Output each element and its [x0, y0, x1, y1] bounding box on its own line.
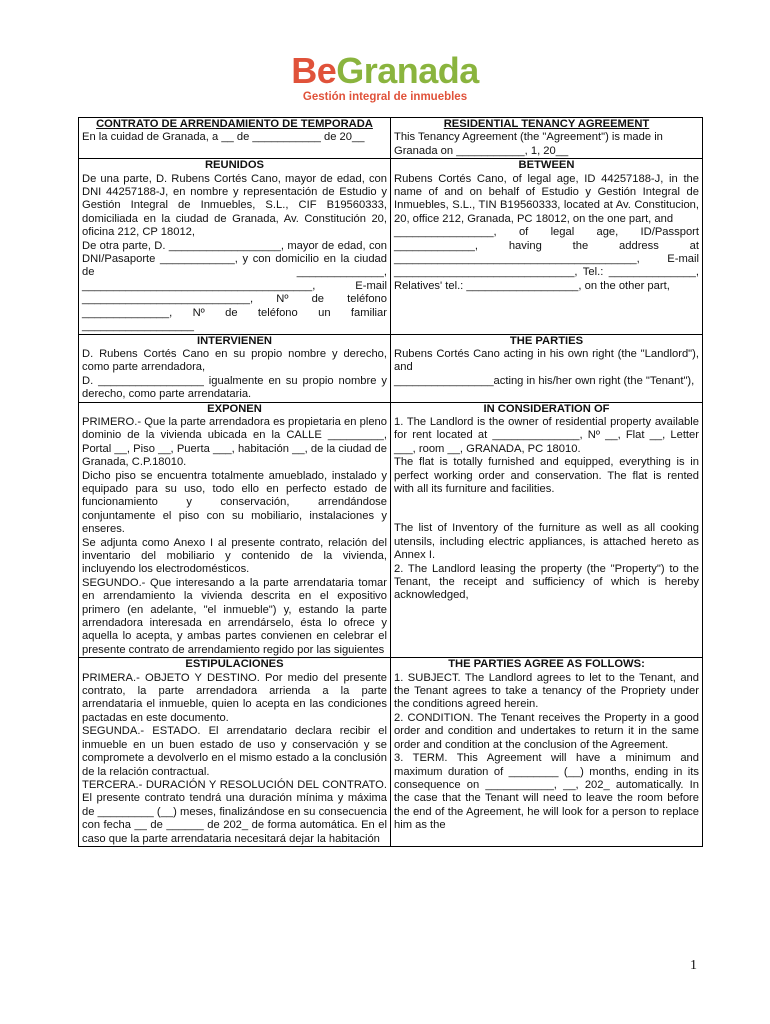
- section-heading: RESIDENTIAL TENANCY AGREEMENT: [443, 118, 650, 130]
- paragraph: The flat is totally furnished and equipped, everything is in perfect working order and conservation. The flat is rented with all its furniture and facilities.: [394, 456, 699, 495]
- section-heading: INTERVIENEN: [196, 334, 272, 347]
- paragraph: Rubens Cortés Cano, of legal age, ID 44257188-J, in the name of and on behalf of Estudio y Gestión Integral de Inmuebles, S.L., TIN B19560333, located at Av. Constitucion, 20, office 212, Granada, PC 18012, on the one part, and: [394, 172, 699, 225]
- section-heading: ESTIPULACIONES: [185, 658, 284, 671]
- section-heading: REUNIDOS: [204, 159, 265, 172]
- section-heading: IN CONSIDERATION OF: [483, 402, 610, 415]
- section-heading: THE PARTIES: [509, 334, 584, 347]
- table-row: [79, 159, 703, 334]
- paragraph: PRIMERO.- Que la parte arrendadora es propietaria en pleno dominio de la vivienda ubicada en la CALLE _________, Portal __, Piso __, Puerta ___, habitación __, de la ciudad de Granada, C.P.18010.: [82, 415, 387, 469]
- paragraph: SEGUNDA.- ESTADO. El arrendatario declara recibir el inmueble en un buen estado de uso y conservación y se compromete a devolverlo en el mismo estado a la conclusión de la relación contractual.: [82, 725, 387, 778]
- english-cell: [391, 402, 703, 658]
- paragraph: SEGUNDO.- Que interesando a la parte arrendataria tomar en arrendamiento la vivienda descrita en el expositivo primero (en adelante, "el inmueble") y, estando la parte arrendadora interesada en arrendárselo, ésta lo ofrece y aquella lo acepta, y ambas partes convienen en celebrar el presente contrato de arrendamiento regido por las siguientes: [82, 576, 387, 656]
- spanish-cell: [79, 118, 391, 159]
- english-cell: [391, 118, 703, 159]
- table-row: [79, 402, 703, 658]
- paragraph: D. Rubens Cortés Cano en su propio nombre y derecho, como parte arrendadora,: [82, 347, 387, 374]
- spanish-cell: [79, 159, 391, 334]
- company-logo: [0, 52, 770, 103]
- spanish-cell: [79, 402, 391, 658]
- paragraph: The list of Inventory of the furniture as well as all cooking utensils, including electric appliances, is attached hereto as Annex I.: [394, 522, 699, 562]
- table-row: [79, 658, 703, 847]
- paragraph: En la cuidad de Granada, a __ de ___________ de 20__: [82, 131, 365, 144]
- section-heading: THE PARTIES AGREE AS FOLLOWS:: [448, 658, 645, 671]
- logo-wordmark: [0, 52, 770, 90]
- table-row: [79, 118, 703, 159]
- english-cell: [391, 159, 703, 334]
- paragraph: Rubens Cortés Cano acting in his own right (the "Landlord"), and: [394, 347, 699, 374]
- english-cell: [391, 334, 703, 402]
- paragraph: This Tenancy Agreement (the "Agreement") is made in Granada on ___________, 1, 20__: [394, 131, 663, 157]
- paragraph: 2. The Landlord leasing the property (the "Property") to the Tenant, the receipt and sufficiency of which is hereby acknowledged,: [394, 562, 699, 602]
- paragraph: 2. CONDITION. The Tenant receives the Property in a good order and condition and undertakes to return it in the same order and condition at the conclusion of the Agreement.: [394, 711, 699, 751]
- contract-table: [78, 117, 703, 847]
- section-heading: BETWEEN: [518, 159, 575, 172]
- spanish-cell: [79, 658, 391, 847]
- section-heading: EXPONEN: [207, 402, 262, 415]
- paragraph: 3. TERM. This Agreement will have a minimum and maximum duration of ________ (__) months, ending in its consequence on ___________, __, 202_ automatically. In the case that the Tenant will need to leave the room before the end of the Agreement, he will look for a person to replace him as the: [394, 752, 699, 832]
- paragraph: De una parte, D. Rubens Cortés Cano, mayor de edad, con DNI 44257188-J, en nombre y representación de Estudio y Gestión Integral de Inmuebles, S.L., CIF B19560333, domiciliada en la ciudad de Granada, Av. Constitución 20, oficina 212, CP 18012,: [82, 172, 387, 239]
- paragraph: PRIMERA.- OBJETO Y DESTINO. Por medio del presente contrato, la parte arrendadora arrienda a la parte arrendataria el inmueble, quien lo acepta en las condiciones pactadas en este documento.: [82, 671, 387, 724]
- logo-part-granada: Granada: [336, 50, 479, 91]
- english-cell: [391, 658, 703, 847]
- paragraph: TERCERA.- DURACIÓN Y RESOLUCIÓN DEL CONTRATO. El presente contrato tendrá una duración mínima y máxima de _________ (__) meses, finalizándose en su consecuencia con fecha __ de ______ de 202_ de forma automática. En el caso que la parte arrendataria necesitará dejar la habitación: [82, 778, 387, 845]
- spanish-cell: [79, 334, 391, 402]
- paragraph: 1. The Landlord is the owner of residential property available for rent located at ______________, Nº __, Flat __, Letter ___, room __, GRANADA, PC 18010.: [394, 415, 699, 455]
- paragraph: Dicho piso se encuentra totalmente amueblado, instalado y equipado para su uso, todo ello en perfecto estado de funcionamiento y conservación, arrendándose conjuntamente el piso con su mobiliario, instalaciones y enseres.: [82, 469, 387, 536]
- paragraph: ________________acting in his/her own right (the "Tenant"),: [394, 374, 695, 387]
- paragraph: 1. SUBJECT. The Landlord agrees to let to the Tenant, and the Tenant agrees to take a tenancy of the Propriety under the conditions agreed herein.: [394, 671, 699, 711]
- paragraph: De otra parte, D. __________________, mayor de edad, con DNI/Pasaporte ____________, y con domicilio en la ciudad de ______________, _____________________________________, E-mail ___________________________, Nº de teléfono ______________, Nº de teléfono un familiar __________________: [82, 239, 387, 333]
- logo-part-be: Be: [291, 50, 337, 91]
- table-row: [79, 334, 703, 402]
- logo-tagline: Gestión integral de inmuebles: [302, 91, 468, 103]
- section-heading: CONTRATO DE ARRENDAMIENTO DE TEMPORADA: [96, 118, 373, 130]
- page-number: 1: [690, 958, 697, 973]
- paragraph: D. _________________ igualmente en su propio nombre y derecho, como parte arrendataria.: [82, 374, 387, 401]
- paragraph: ________________, of legal age, ID/Passport _____________, having the address at _______________________________________, E-mail _____________________________, Tel.: ______________, Relatives' tel.: __________________, on the other part,: [394, 226, 699, 292]
- paragraph: Se adjunta como Anexo I al presente contrato, relación del inventario del mobiliario y contenido de la vivienda, incluyendo los electrodomésticos.: [82, 536, 387, 576]
